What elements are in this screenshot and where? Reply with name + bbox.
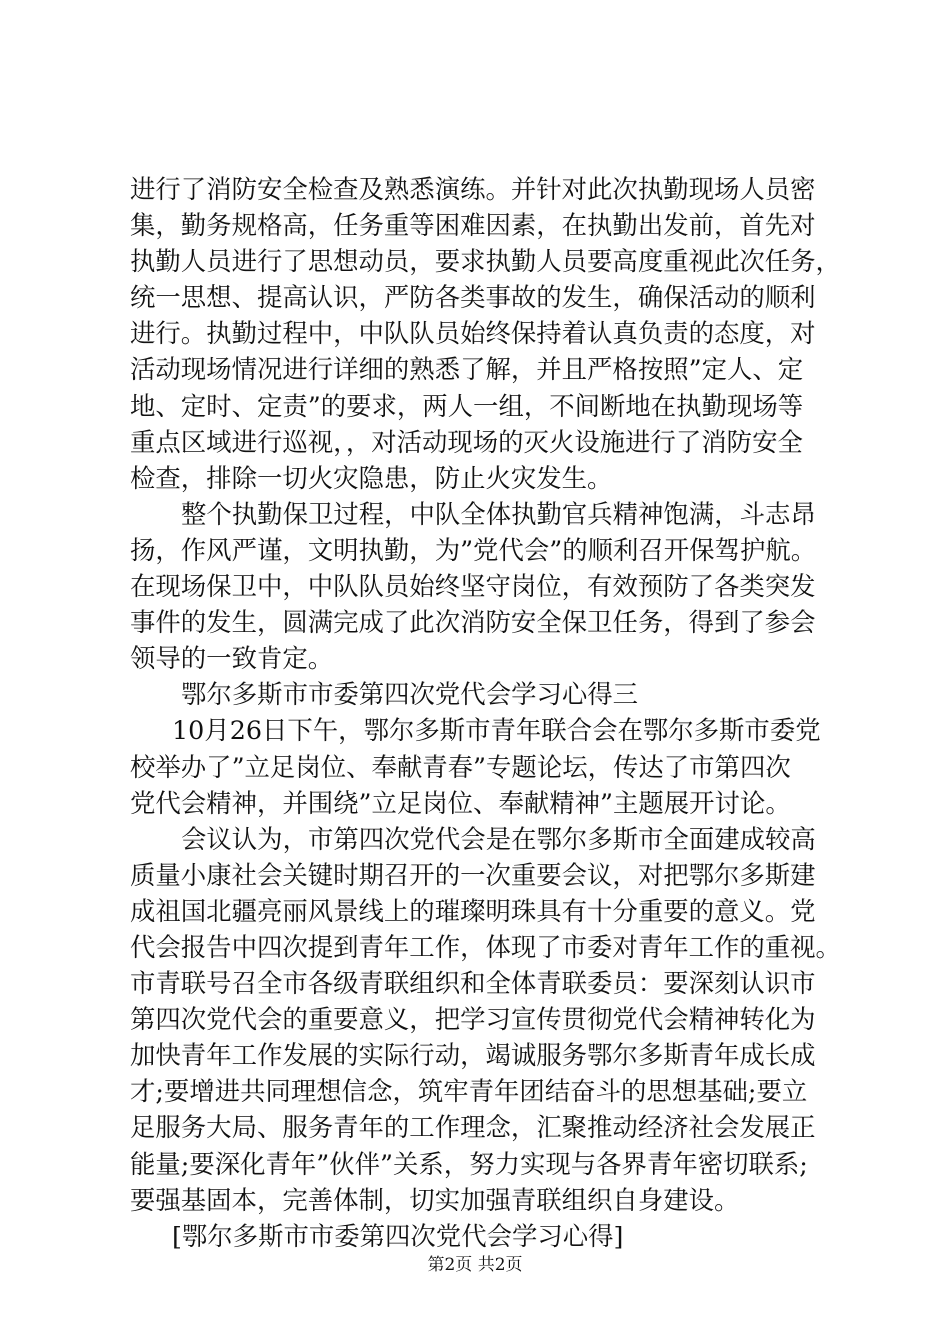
text-line: 质量小康社会关键时期召开的一次重要会议，对把鄂尔多斯建 — [130, 859, 816, 890]
text-line: 扬，作风严谨，文明执勤，为”党代会”的顺利召开保驾护航。 — [130, 534, 817, 565]
paragraph-start-line: 整个执勤保卫过程，中队全体执勤官兵精神饱满，斗志昂 — [181, 498, 816, 529]
text-line: 集，勤务规格高，任务重等困难因素，在执勤出发前，首先对 — [130, 210, 816, 241]
text-line: 加快青年工作发展的实际行动，竭诚服务鄂尔多斯青年成长成 — [130, 1040, 816, 1071]
text-line: 能量;要深化青年”伙伴”关系，努力实现与各界青年密切联系; — [130, 1148, 808, 1179]
text-line: 校举办了”立足岗位、奉献青春”专题论坛，传达了市第四次 — [130, 751, 791, 782]
text-line: 第四次党代会的重要意义，把学习宣传贯彻党代会精神转化为 — [130, 1004, 816, 1035]
text-line: 事件的发生，圆满完成了此次消防安全保卫任务，得到了参会 — [130, 607, 816, 638]
text-line: 进行了消防安全检查及熟悉演练。并针对此次执勤现场人员密 — [130, 174, 816, 204]
text-line: 地、定时、定责”的要求，两人一组，不间断地在执勤现场等 — [130, 390, 804, 421]
text-line: 执勤人员进行了思想动员，要求执勤人员要高度重视此次任务， — [130, 246, 841, 277]
section-heading: 鄂尔多斯市市委第四次党代会学习心得三 — [181, 679, 639, 710]
document-title-bracketed: [鄂尔多斯市市委第四次党代会学习心得] — [172, 1220, 624, 1251]
text-line: 市青联号召全市各级青联组织和全体青联委员：要深刻认识市 — [130, 968, 816, 999]
paragraph-start-line: 会议认为，市第四次党代会是在鄂尔多斯市全面建成较高 — [181, 823, 816, 854]
text-line: 足服务大局、服务青年的工作理念，汇聚推动经济社会发展正 — [130, 1112, 816, 1143]
text-line: 才;要增进共同理想信念，筑牢青年团结奋斗的思想基础;要立 — [130, 1076, 808, 1107]
text-line: 成祖国北疆亮丽风景线上的璀璨明珠具有十分重要的意义。党 — [130, 895, 816, 926]
text-line: 党代会精神，并围绕”立足岗位、奉献精神”主题展开讨论。 — [130, 787, 791, 818]
text-line: 统一思想、提高认识，严防各类事故的发生，确保活动的顺利 — [130, 282, 816, 313]
page-number-footer: 第2页 共2页 — [427, 1255, 523, 1275]
text-line: 代会报告中四次提到青年工作，体现了市委对青年工作的重视。 — [130, 931, 841, 962]
text-line: 活动现场情况进行详细的熟悉了解，并且严格按照”定人、定 — [130, 354, 804, 385]
document-body — [130, 171, 841, 1254]
text-line: 在现场保卫中，中队队员始终坚守岗位，有效预防了各类突发 — [130, 571, 816, 602]
text-line: 检查，排除一切火灾隐患，防止火灾发生。 — [130, 462, 613, 493]
text-line: 重点区域进行巡视，，对活动现场的灭火设施进行了消防安全 — [130, 426, 803, 457]
text-line: 进行。执勤过程中，中队队员始终保持着认真负责的态度，对 — [130, 318, 816, 349]
text-line: 要强基固本，完善体制，切实加强青联组织自身建设。 — [130, 1184, 740, 1215]
paragraph-start-line: 10月26日下午，鄂尔多斯市青年联合会在鄂尔多斯市委党 — [172, 715, 821, 746]
text-line: 领导的一致肯定。 — [130, 643, 334, 674]
